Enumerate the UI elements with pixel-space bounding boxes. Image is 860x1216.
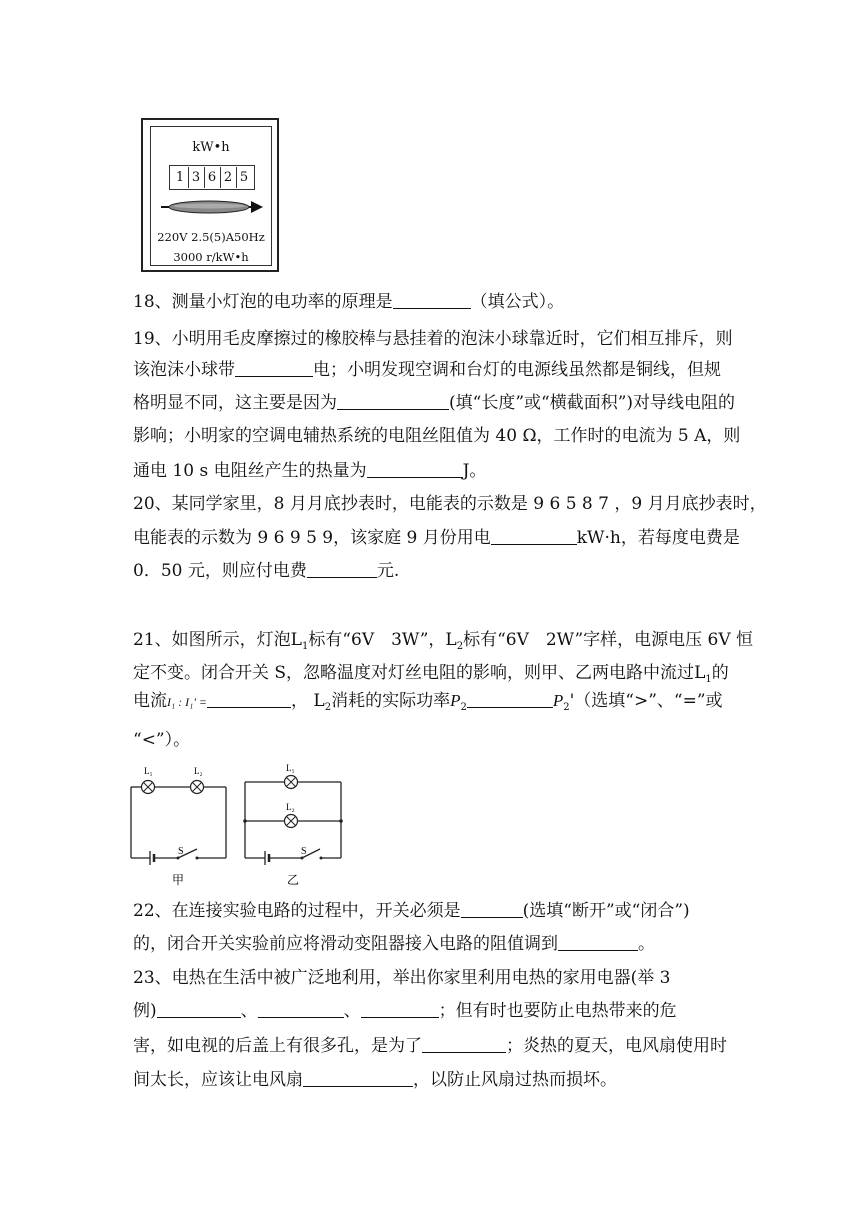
q19-line-3 bbox=[133, 393, 735, 413]
meter-panel bbox=[150, 126, 272, 266]
q21-line-2 bbox=[133, 663, 729, 690]
lamp-l1-label: L₁ bbox=[144, 766, 153, 776]
q22-line-2 bbox=[133, 934, 655, 954]
q19-charge-blank[interactable] bbox=[235, 360, 313, 377]
meter-digit: 1 bbox=[173, 167, 189, 188]
q21-lamp-symbol: L bbox=[290, 630, 302, 650]
q19-heat-blank[interactable] bbox=[367, 461, 463, 478]
q21-text: 的 bbox=[711, 663, 729, 683]
q19-factor-blank[interactable] bbox=[337, 393, 449, 410]
q18-hint: （填公式）。 bbox=[470, 292, 565, 312]
q22-line-1 bbox=[133, 901, 690, 921]
q21-line-3: 电流I₁ : I₁' = ， $L_2$消耗的实际功率$P_2$ $P_2'$（选填“>”、“=”或 bbox=[133, 691, 723, 713]
q23-line-3 bbox=[133, 1036, 727, 1056]
meter-digit: 6 bbox=[205, 167, 221, 188]
q20-fee-blank[interactable] bbox=[307, 561, 377, 578]
q19-line-4: 影响；小明家的空调电辅热系统的电阻丝阻值为 40 Ω，工作时的电流为 5 A，则 bbox=[133, 426, 741, 446]
q21-subscript: 2 bbox=[456, 641, 464, 652]
electric-meter-figure bbox=[141, 118, 279, 272]
q23-line-4 bbox=[133, 1070, 617, 1090]
q23-line-1: 23、电热在生活中被广泛地利用，举出你家里利用电热的家用电器(举 3 bbox=[133, 968, 671, 988]
q21-subscript: 2 bbox=[460, 702, 467, 713]
switch-label: S bbox=[178, 846, 184, 857]
q20-text: 元. bbox=[376, 561, 400, 581]
q20-energy-blank[interactable] bbox=[491, 528, 577, 545]
q21-ratio-blank[interactable] bbox=[207, 691, 291, 708]
q21-subscript: 1 bbox=[301, 641, 309, 652]
q20-line-3 bbox=[133, 561, 399, 581]
q23-text: 间太长，应该让电风扇 bbox=[133, 1070, 303, 1090]
q21-text: 标有“6V 2W”字样，电源电压 6V 恒 bbox=[463, 630, 754, 650]
q21-text: 定不变。闭合开关 S，忽略温度对灯丝电阻的影响，则甲、乙两电路中流过 bbox=[133, 663, 695, 683]
q19-text: J。 bbox=[462, 461, 487, 481]
circuit-jia bbox=[131, 766, 226, 887]
q23-fan-blank[interactable] bbox=[303, 1070, 413, 1087]
q21-lamp-symbol: L bbox=[313, 691, 325, 711]
meter-digit: 2 bbox=[221, 167, 237, 188]
q21-power-symbol: P bbox=[450, 691, 461, 710]
q19-line-1: 19、小明用毛皮摩擦过的橡胶棒与悬挂着的泡沫小球靠近时，它们相互排斥，则 bbox=[133, 329, 733, 349]
meter-constant: 3000 r/kW•h bbox=[173, 250, 249, 264]
meter-digits bbox=[169, 165, 255, 190]
q21-power-symbol: P bbox=[552, 691, 564, 710]
meter-digit: 5 bbox=[239, 170, 249, 185]
q20-line-1: 20、某同学家里，8 月月底抄表时，电能表的示数是 9 6 5 8 7 ，9 月月底抄表时， bbox=[133, 494, 767, 514]
q19-line-2 bbox=[133, 360, 721, 380]
q22-text: (选填“断开”或“闭合”) bbox=[522, 901, 690, 921]
q18-text: 18、测量小灯泡的电功率的原理是 bbox=[133, 292, 393, 312]
q23-text: 例) bbox=[133, 1001, 157, 1021]
q23-text: 、 bbox=[240, 1001, 258, 1021]
q19-text: 格明显不同，这主要是因为 bbox=[133, 393, 337, 413]
q19-line-5 bbox=[133, 461, 486, 481]
q23-appliance-blank-3[interactable] bbox=[361, 1001, 439, 1018]
q21-text: 电流 bbox=[133, 691, 167, 711]
q20-text: 电能表的示数为 9 6 9 5 9，该家庭 9 月份用电 bbox=[133, 528, 491, 548]
lamp-l2-label: L₂ bbox=[194, 766, 203, 776]
q20-line-2 bbox=[133, 528, 740, 548]
circuit-jia-label: 甲 bbox=[172, 873, 185, 887]
q21-subscript: 1 bbox=[705, 674, 712, 685]
q19-text: (填“长度”或“横截面积”)对导线电阻的 bbox=[449, 393, 736, 413]
q21-line-1 bbox=[133, 630, 753, 657]
q21-text: （选填“>”、“=”或 bbox=[574, 691, 723, 711]
q22-text: 。 bbox=[638, 934, 655, 954]
q22-text: 的，闭合开关实验前应将滑动变阻器接入电路的阻值调到 bbox=[133, 934, 558, 954]
q23-appliance-blank-1[interactable] bbox=[157, 1001, 241, 1018]
q19-text: 该泡沫小球带 bbox=[133, 360, 235, 380]
question-18 bbox=[133, 292, 564, 312]
q18-answer-blank[interactable] bbox=[393, 292, 471, 309]
q21-lamp-symbol: L bbox=[694, 663, 706, 683]
meter-rating: 220V 2.5(5)A50Hz bbox=[157, 230, 265, 244]
meter-digit: 3 bbox=[189, 167, 205, 188]
q23-purpose-blank[interactable] bbox=[422, 1036, 506, 1053]
meter-disc-arrow-icon bbox=[159, 195, 265, 219]
circuit-yi bbox=[243, 763, 343, 887]
q21-line-4: “<”）。 bbox=[133, 730, 191, 750]
switch-label: S bbox=[301, 846, 307, 857]
meter-unit: kW•h bbox=[192, 140, 230, 155]
q19-text: 电；小明发现空调和台灯的电源线虽然都是铜线，但规 bbox=[313, 360, 721, 380]
q21-text: 标有“6V 3W”， bbox=[308, 630, 446, 650]
q21-current-ratio: I₁ : I₁' = bbox=[167, 695, 207, 709]
q23-line-2 bbox=[133, 1001, 677, 1021]
q23-text: ，以防止风扇过热而损坏。 bbox=[413, 1070, 617, 1090]
circuit-yi-label: 乙 bbox=[287, 873, 300, 887]
q21-lamp-symbol: L bbox=[445, 630, 457, 650]
q21-compare-blank[interactable] bbox=[467, 691, 553, 708]
q23-text: 害，如电视的后盖上有很多孔，是为了 bbox=[133, 1036, 422, 1056]
q20-text: 0．50 元，则应付电费 bbox=[133, 561, 307, 581]
q21-text: 消耗的实际功率 bbox=[331, 691, 451, 711]
lamp-l1-label: L₁ bbox=[286, 763, 295, 773]
q21-subscript: 2 bbox=[324, 702, 332, 713]
q21-text: 21、如图所示，灯泡 bbox=[133, 630, 291, 650]
q23-text: ；但有时也要防止电热带来的危 bbox=[438, 1001, 677, 1021]
q21-text: ， bbox=[291, 691, 308, 711]
lamp-l2-label: L₂ bbox=[286, 802, 295, 812]
q23-appliance-blank-2[interactable] bbox=[258, 1001, 344, 1018]
q20-text: kW·h，若每度电费是 bbox=[576, 528, 740, 548]
q23-text: ；炎热的夏天，电风扇使用时 bbox=[506, 1036, 727, 1056]
q22-switch-blank[interactable] bbox=[461, 901, 523, 918]
q21-subscript: 2 bbox=[563, 702, 570, 713]
q23-text: 、 bbox=[343, 1001, 361, 1021]
q22-text: 22、在连接实验电路的过程中，开关必须是 bbox=[133, 901, 461, 921]
q19-text: 通电 10 s 电阻丝产生的热量为 bbox=[133, 461, 367, 481]
circuit-diagrams bbox=[125, 760, 365, 890]
q22-resistance-blank[interactable] bbox=[558, 934, 638, 951]
